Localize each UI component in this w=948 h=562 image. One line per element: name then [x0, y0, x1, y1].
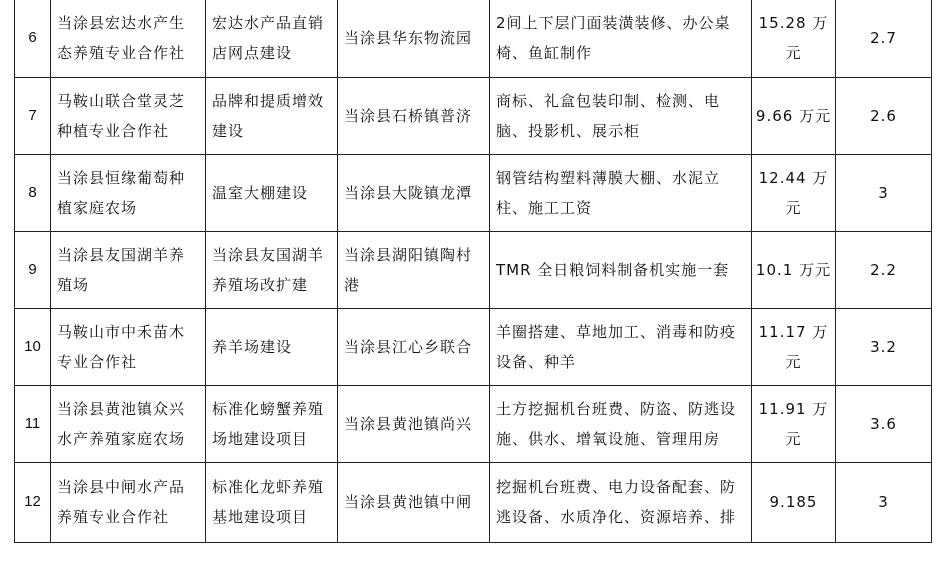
row-number: 6	[15, 0, 51, 77]
location-cell: 当涂县石桥镇普济	[338, 77, 490, 154]
row-number: 8	[15, 154, 51, 231]
content-cell: 挖掘机台班费、电力设备配套、防逃设备、水质净化、资源培养、排	[490, 462, 752, 542]
location-cell: 当涂县黄池镇中闸	[338, 462, 490, 542]
amount-cell: 11.91 万元	[752, 385, 836, 462]
location-cell: 当涂县江心乡联合	[338, 308, 490, 385]
score-cell: 3	[836, 462, 932, 542]
row-number: 7	[15, 77, 51, 154]
organization-cell: 马鞍山市中禾苗木专业合作社	[51, 308, 206, 385]
amount-cell: 11.17 万元	[752, 308, 836, 385]
organization-cell: 当涂县宏达水产生态养殖专业合作社	[51, 0, 206, 77]
project-cell: 品牌和提质增效建设	[206, 77, 338, 154]
content-cell: 2间上下层门面装潢装修、办公桌椅、鱼缸制作	[490, 0, 752, 77]
table-row	[15, 231, 932, 308]
content-cell: 商标、礼盒包装印制、检测、电脑、投影机、展示柜	[490, 77, 752, 154]
project-cell: 当涂县友国湖羊养殖场改扩建	[206, 231, 338, 308]
table-row	[15, 154, 932, 231]
content-cell: 羊圈搭建、草地加工、消毒和防疫设备、种羊	[490, 308, 752, 385]
table-row	[15, 308, 932, 385]
table-row	[15, 462, 932, 542]
content-cell: 土方挖掘机台班费、防盗、防逃设施、供水、增氧设施、管理用房	[490, 385, 752, 462]
location-cell: 当涂县湖阳镇陶村港	[338, 231, 490, 308]
content-cell: TMR 全日粮饲料制备机实施一套	[490, 231, 752, 308]
score-cell: 2.7	[836, 0, 932, 77]
table-row	[15, 0, 932, 77]
location-cell: 当涂县黄池镇尚兴	[338, 385, 490, 462]
project-cell: 温室大棚建设	[206, 154, 338, 231]
project-cell: 养羊场建设	[206, 308, 338, 385]
location-cell: 当涂县华东物流园	[338, 0, 490, 77]
score-cell: 3.2	[836, 308, 932, 385]
content-cell: 钢管结构塑料薄膜大棚、水泥立柱、施工工资	[490, 154, 752, 231]
location-cell: 当涂县大陇镇龙潭	[338, 154, 490, 231]
score-cell: 2.2	[836, 231, 932, 308]
project-cell: 标准化龙虾养殖基地建设项目	[206, 462, 338, 542]
amount-cell: 10.1 万元	[752, 231, 836, 308]
row-number: 11	[15, 385, 51, 462]
score-cell: 2.6	[836, 77, 932, 154]
score-cell: 3.6	[836, 385, 932, 462]
organization-cell: 马鞍山联合堂灵芝种植专业合作社	[51, 77, 206, 154]
organization-cell: 当涂县黄池镇众兴水产养殖家庭农场	[51, 385, 206, 462]
amount-cell: 12.44 万元	[752, 154, 836, 231]
project-cell: 标准化螃蟹养殖场地建设项目	[206, 385, 338, 462]
amount-cell: 9.185	[752, 462, 836, 542]
row-number: 10	[15, 308, 51, 385]
amount-cell: 15.28 万元	[752, 0, 836, 77]
row-number: 9	[15, 231, 51, 308]
amount-cell: 9.66 万元	[752, 77, 836, 154]
organization-cell: 当涂县恒缘葡萄种植家庭农场	[51, 154, 206, 231]
project-cell: 宏达水产品直销店网点建设	[206, 0, 338, 77]
row-number: 12	[15, 462, 51, 542]
table-row	[15, 385, 932, 462]
table-row	[15, 77, 932, 154]
organization-cell: 当涂县友国湖羊养殖场	[51, 231, 206, 308]
project-table	[14, 0, 932, 543]
organization-cell: 当涂县中闸水产品养殖专业合作社	[51, 462, 206, 542]
score-cell: 3	[836, 154, 932, 231]
